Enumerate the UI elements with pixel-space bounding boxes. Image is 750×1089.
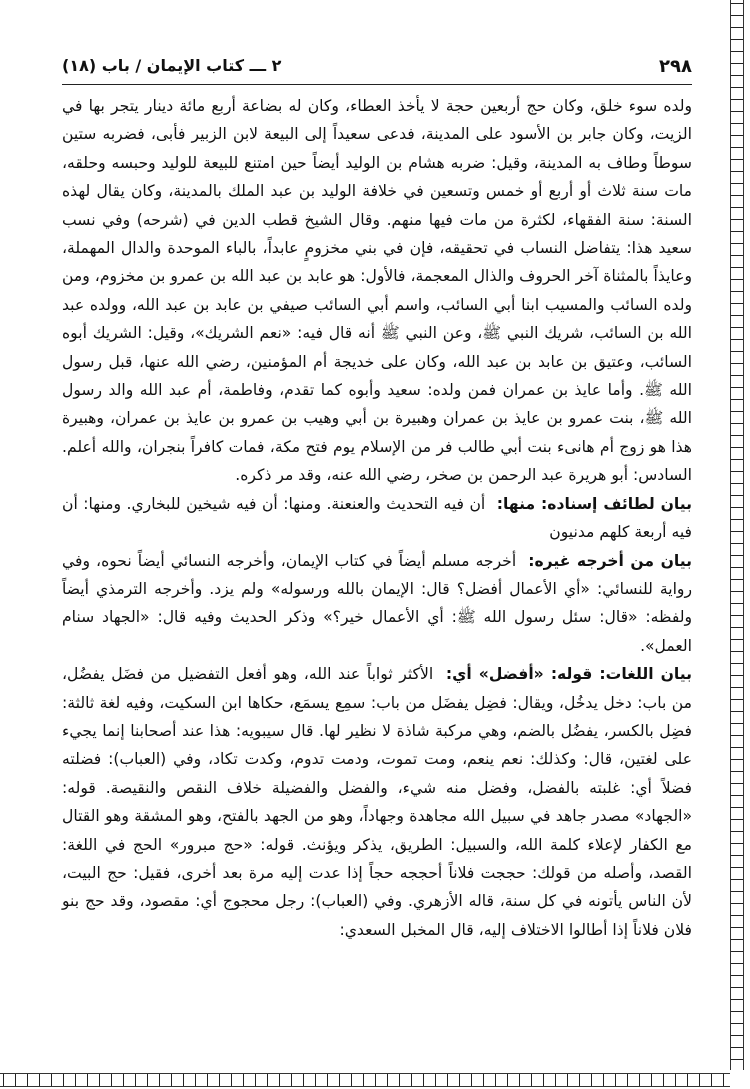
section-lughat (62, 660, 692, 944)
page-number: ٢٩٨ (659, 56, 692, 77)
paragraph: ولده سوء خلق، وكان حج أربعين حجة لا يأخذ العطاء، وكان له بضاعة أربع مائة دينار يتجر بها في الزيت، وكان جابر بن الأسود على المدينة، فدعى سعيداً إلى البيعة لابن الزبير فأبى، فضربه ستين سوطاً وطاف به المدينة، وقيل: ضربه هشام بن الوليد أيضاً حين امتنع للبيعة للوليد وحبسه وحلقه، مات سنة ثلاث أو أربع أو خمس وتسعين في خلافة الوليد بن عبد الملك بالمدينة، وكان يقال لهذه السنة: سنة الفقهاء، لكثرة من مات فيها منهم. وقال الشيخ قطب الدين في (شرحه) وفي نسب سعيد هذا: يتفاضل النساب في تحقيقه، فإن في بني مخزومٍ عابداً، بالباء الموحدة والدال المهملة، وعايذاً بالمثناة آخر الحروف والذال المعجمة، فالأول: هو عابد بن عبد الله بن عمرو بن مخزوم، ومن ولده السائب والمسيب ابنا أبي السائب، واسم أبي السائب صيفي بن عابد بن عبد الله، وولده عبد الله بن السائب، شريك النبي ﷺ، وعن النبي ﷺ أنه قال فيه: «نعم الشريك»، وقيل: الشريك أبوه السائب، وعتيق بن عابد بن عبد الله، وكان على خديجة أم المؤمنين، رضي الله عنها، قبل رسول الله ﷺ. وأما عايذ بن عمران فمن ولده: سعيد وأبوه كما تقدم، وفاطمة، أم عبد الله والد رسول الله ﷺ، بنت عمرو بن عايذ بن عمران وهبيرة بن أبي وهيب بن عمرو بن عايذ بن عمران، وهبيرة هذا هو زوج أم هانىء بنت أبي طالب فر من الإسلام يوم فتح مكة، فمات كافراً بنجران، والله أعلم. السادس: أبو هريرة عبد الرحمن بن صخر، رضي الله عنه، وقد مر ذكره. (62, 97, 692, 485)
section-heading: بيان من أخرجه غيره: (528, 551, 692, 570)
section-text: أن فيه التحديث والعنعنة. ومنها: أن فيه شيخين للبخاري. ومنها: أن فيه أربعة كلهم مدنيون (62, 494, 692, 542)
section-text: أخرجه مسلم أيضاً في كتاب الإيمان، وأخرجه النسائي أيضاً نحوه، وفي رواية للنسائي: «أي الأعمال أفضل؟ قال: الإيمان بالله ورسوله» ولم يزد. وأخرجه الترمذي أيضاً ولفظه: «قال: سئل رسول الله ﷺ: أي الأعمال خير؟» وذكر الحديث وفيه قال: «الجهاد سنام العمل». (62, 551, 692, 655)
decorative-border-bottom (0, 1073, 730, 1087)
page-header (62, 52, 692, 85)
section-text: الأكثر ثواباً عند الله، وهو أفعل التفضيل من فضَل يفضُل، من باب: دخل يدخُل، ويقال: فضِل يفضَل من باب: سمِع يسمَع، حكاها ابن السكيت، وفيه لغة ثالثة: فضِل بالكسر، يفضُل بالضم، وهي مركبة شاذة لا نظير لها. قال سيبويه: هذا عند أصحابنا إنما يجيء على لغتين، قال: وكذلك: نعم ينعم، ومت تموت، ودمت تدوم، وكدت تكاد، وفي (العباب): فضلته فضلاً أي: غلبته بالفضل، وفضل منه شيء، والفضل والفضيلة خلاف النقص والنقيصة. قوله: «الجهاد» مصدر جاهد في سبيل الله مجاهدة وجهاداً، وهو من الجهد بالفتح، وهو المشقة وهو القتال مع الكفار لإعلاء كلمة الله، والسبيل: الطريق، يذكر ويؤنث. قوله: «حج مبرور» الحج في اللغة: القصد، وأصله من قولك: حججت فلاناً أحججه حجاً إذا عدت إليه مرة بعد أخرى، فقيل: حج البيت، لأن الناس يأتونه في كل سنة، قاله الأزهري. وفي (العباب): رجل محجوج أي: مقصود، وقد حج بنو فلان فلاناً إذا أطالوا الاختلاف إليه، قال المخبل السعدي: (62, 665, 692, 939)
body-text (62, 92, 692, 944)
section-heading: بيان لطائف إسناده: منها: (496, 494, 692, 513)
decorative-border-right (730, 0, 744, 1070)
section-heading: بيان اللغات: قوله: «أفضل» أي: (445, 665, 693, 684)
section-takhrij (62, 547, 692, 661)
running-head: ٢ ـــ كتاب الإيمان / باب (١٨) (62, 56, 282, 75)
section-isnad (62, 490, 692, 547)
